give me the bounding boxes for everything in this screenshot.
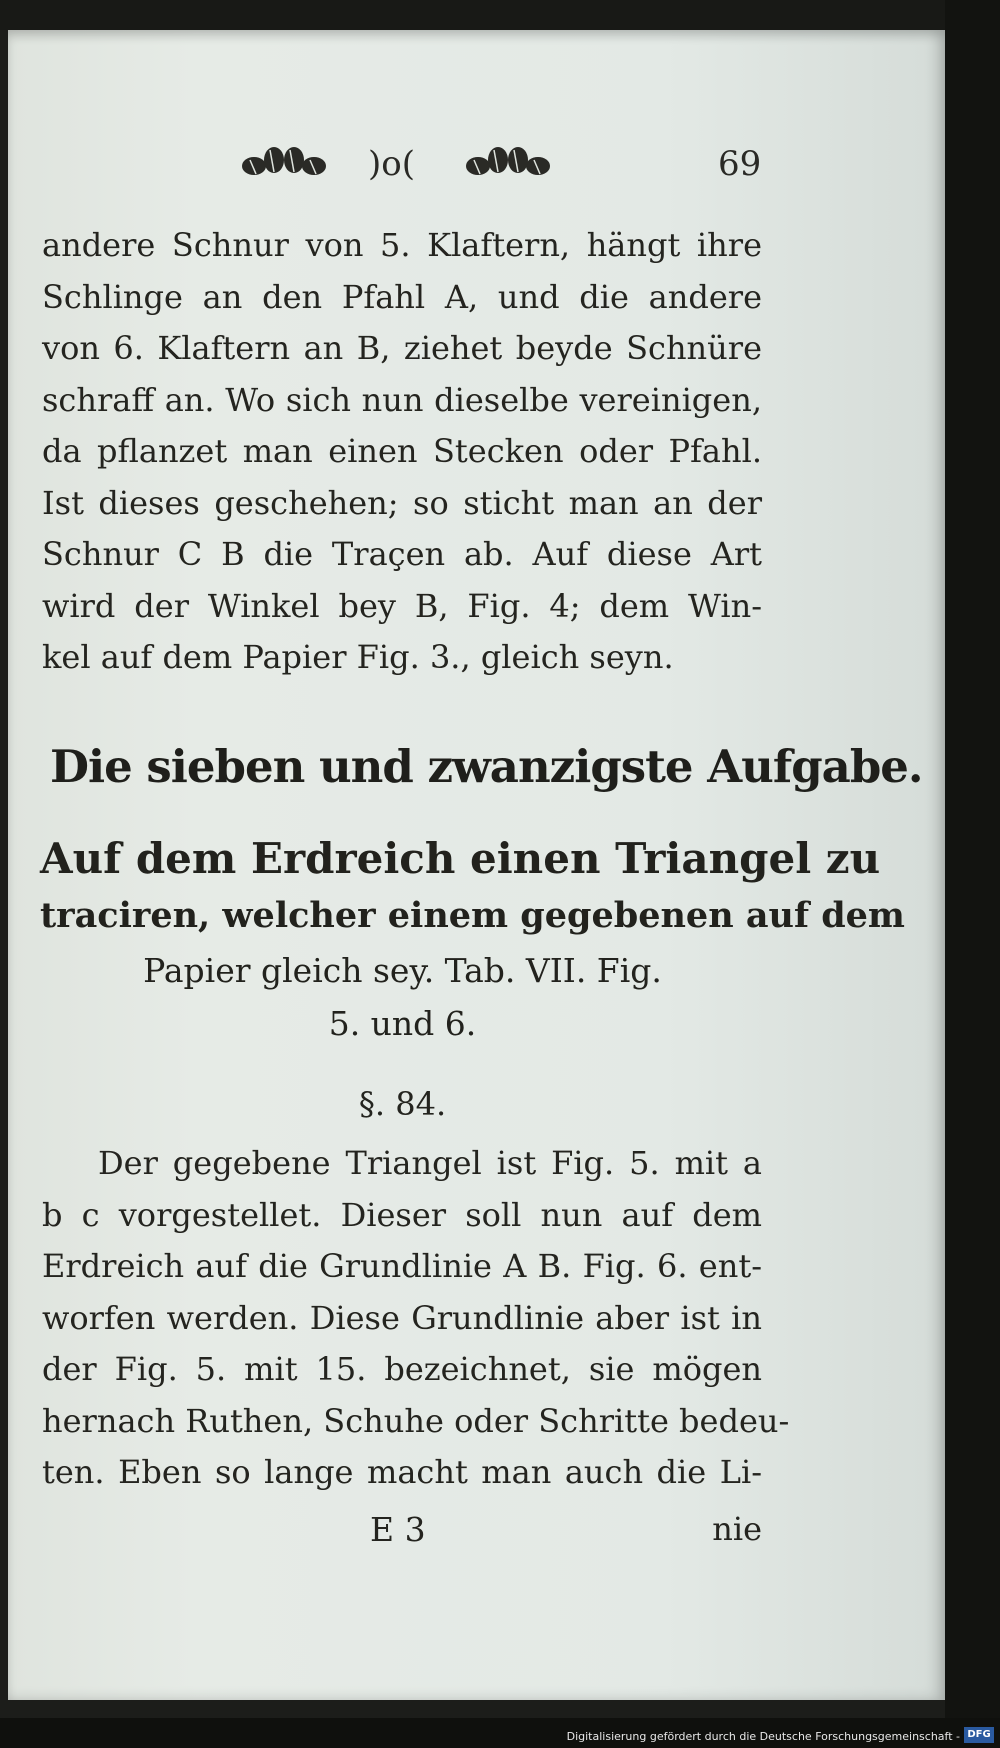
text-line: der Fig. 5. mit 15. bezeichnet, sie mögen (42, 1350, 762, 1388)
page-number: 69 (718, 144, 762, 184)
ornament-right-icon (464, 142, 554, 182)
text-line: Schlinge an den Pfahl A, und die andere (42, 277, 762, 316)
section-title: Die sieben und zwanzigste Aufgabe. (50, 740, 923, 793)
problem-heading (40, 830, 905, 1050)
paragraph-number: §. 84. (358, 1085, 447, 1123)
running-header (240, 142, 770, 188)
text-line: Der gegebene Triangel ist Fig. 5. mit a (98, 1144, 762, 1182)
text-line: ten. Eben so lange macht man auch die Li- (42, 1453, 762, 1491)
text-line: andere Schnur von 5. Klaftern, hängt ihre (42, 226, 762, 264)
header-mark: )o( (368, 144, 415, 184)
text-line: wird der Winkel bey B, Fig. 4; dem Win- (42, 586, 762, 625)
scan-top-edge (0, 0, 1000, 30)
ornament-left-icon (240, 142, 330, 182)
heading-line: 5. und 6. (328, 1004, 477, 1043)
text-line: kel auf dem Papier Fig. 3., gleich seyn. (42, 638, 674, 676)
signature-mark: E 3 (370, 1510, 426, 1549)
text-line: schraff an. Wo sich nun dieselbe vereinigen, (42, 380, 762, 419)
scan-right-edge (945, 0, 1000, 1748)
dfg-logo: DFG (964, 1727, 994, 1743)
paragraph-continued (42, 220, 762, 684)
text-line: worfen werden. Diese Grundlinie aber ist in (42, 1298, 762, 1337)
text-line: hernach Ruthen, Schuhe oder Schritte bedeu- (42, 1401, 790, 1440)
text-line: da pflanzet man einen Stecken oder Pfahl. (42, 432, 762, 470)
heading-line: traciren, welcher einem gegebenen auf dem (40, 895, 905, 936)
heading-line: Papier gleich sey. Tab. VII. Fig. (143, 951, 662, 990)
paragraph-body (42, 1138, 790, 1499)
page-footer (42, 1510, 762, 1560)
catchword: nie (712, 1510, 762, 1548)
text-line: Erdreich auf die Grundlinie A B. Fig. 6. ent- (42, 1247, 762, 1285)
text-line: Ist dieses geschehen; so sticht man an der (42, 483, 762, 522)
text-line: von 6. Klaftern an B, ziehet beyde Schnüre (42, 329, 762, 367)
text-line: Schnur C B die Traçen ab. Auf diese Art (42, 535, 762, 573)
digitization-credit: Digitalisierung gefördert durch die Deutsche Forschungsgemeinschaft - (566, 1730, 960, 1743)
text-line: b c vorgestellet. Dieser soll nun auf dem (42, 1195, 762, 1234)
heading-line: Auf dem Erdreich einen Triangel zu (40, 834, 881, 883)
